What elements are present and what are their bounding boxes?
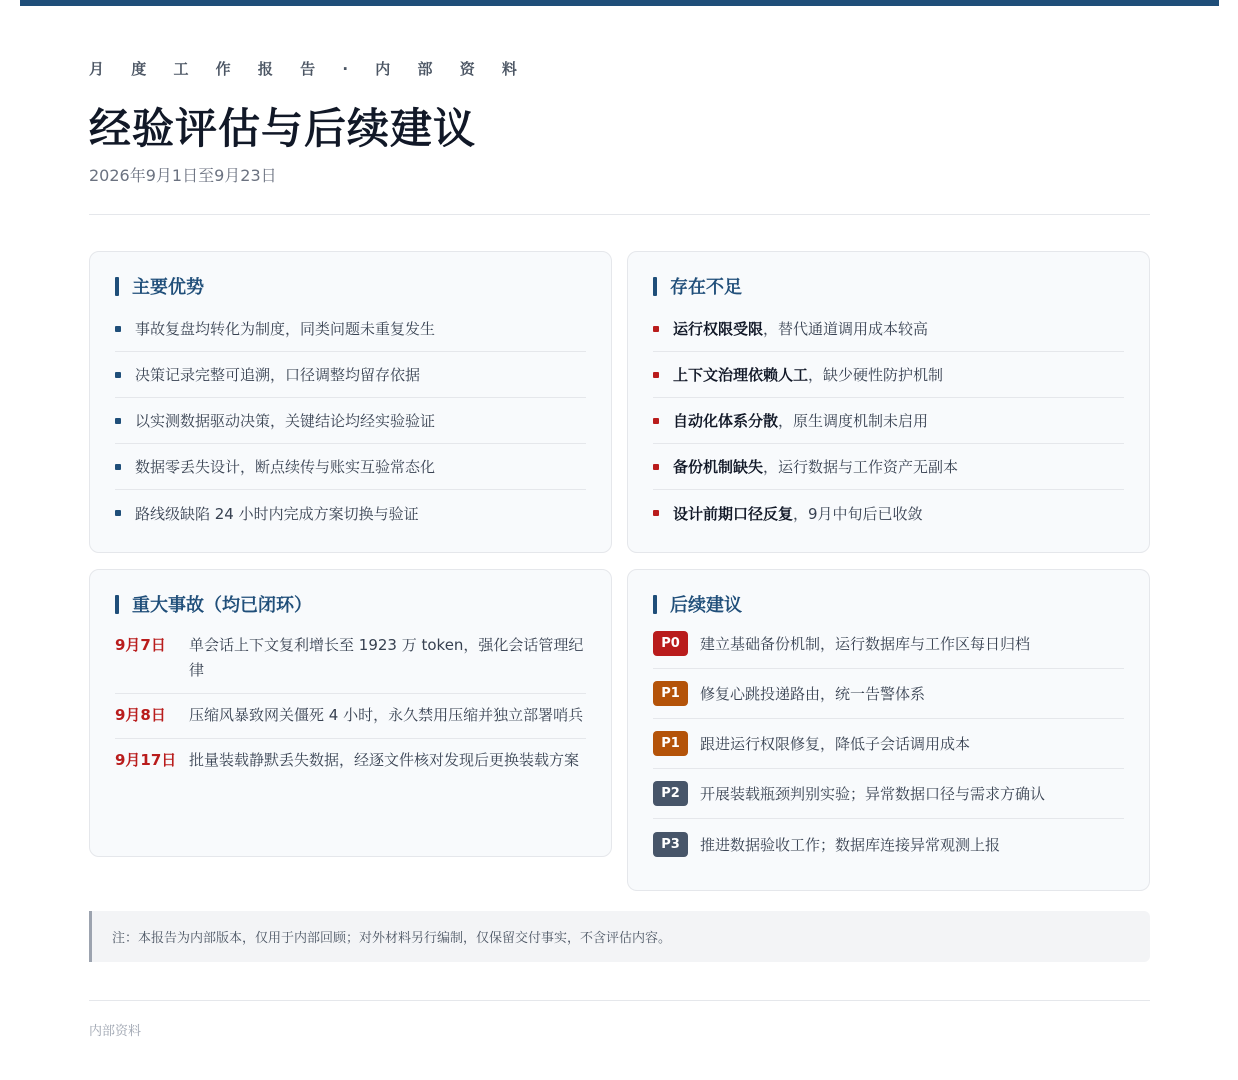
- recommendations-title: 后续建议: [670, 595, 742, 616]
- bullet-icon: [653, 372, 659, 378]
- list-item-text: [673, 503, 923, 524]
- top-accent-bar: [20, 0, 1219, 6]
- footer-divider: [89, 1000, 1150, 1001]
- weaknesses-list: [653, 306, 1124, 536]
- incident-item: [115, 739, 586, 783]
- incidents-header: [115, 592, 586, 616]
- priority-badge: P2: [653, 781, 688, 806]
- list-item-emphasis: 运行权限受限: [673, 320, 764, 338]
- bullet-icon: [115, 326, 121, 332]
- list-item-text: [673, 364, 943, 385]
- recommendation-item: [653, 769, 1124, 819]
- list-item-detail: ，替代通道调用成本较高: [763, 320, 929, 338]
- list-item: [653, 306, 1124, 352]
- recommendation-text: 开展装载瓶颈判别实验；异常数据口径与需求方确认: [700, 785, 1046, 803]
- list-item-detail: ，9月中旬后已收敛: [793, 504, 923, 523]
- footer-label: 内部资料: [89, 1024, 142, 1039]
- list-item: [653, 352, 1124, 398]
- bullet-icon: [653, 510, 659, 516]
- bullet-icon: [115, 372, 121, 378]
- list-item-emphasis: 设计前期口径反复: [673, 504, 794, 523]
- list-item-text: 路线级缺陷 24 小时内完成方案切换与验证: [135, 504, 419, 523]
- recommendation-text: 修复心跳投递路由，统一告警体系: [700, 685, 926, 703]
- list-item-detail: ，原生调度机制未启用: [778, 412, 929, 430]
- incidents-title: 重大事故（均已闭环）: [132, 595, 312, 616]
- list-item: [115, 490, 586, 536]
- priority-badge: P0: [653, 631, 688, 656]
- bullet-icon: [115, 418, 121, 424]
- incident-text: 批量装载静默丢失数据，经逐文件核对发现后更换装载方案: [189, 751, 580, 769]
- list-item-text: 数据零丢失设计，断点续传与账实互验常态化: [135, 458, 436, 476]
- list-item-text: 以实测数据驱动决策，关键结论均经实验验证: [135, 412, 436, 430]
- list-item: [115, 352, 586, 398]
- note-text: 注：本报告为内部版本，仅用于内部回顾；对外材料另行编制，仅保留交付事实，不含评估内容。: [112, 931, 672, 946]
- section-marker: [115, 595, 119, 614]
- list-item: [115, 444, 586, 490]
- strengths-title: 主要优势: [132, 277, 204, 298]
- incident-item: [115, 624, 586, 694]
- list-item: [653, 490, 1124, 536]
- list-item-detail: ，运行数据与工作资产无副本: [763, 458, 959, 476]
- header-divider: [89, 214, 1150, 215]
- priority-badge: P1: [653, 681, 688, 706]
- strengths-header: [115, 274, 586, 298]
- bullet-icon: [653, 464, 659, 470]
- recommendation-item: [653, 619, 1124, 669]
- recommendation-text: 跟进运行权限修复，降低子会话调用成本: [700, 735, 971, 753]
- list-item-text: 事故复盘均转化为制度，同类问题未重复发生: [135, 320, 436, 338]
- section-marker: [653, 277, 657, 296]
- weaknesses-card: [627, 251, 1150, 553]
- list-item: [653, 398, 1124, 444]
- incident-date: 9月17日: [115, 751, 177, 769]
- bullet-icon: [115, 510, 121, 516]
- strengths-list: [115, 306, 586, 536]
- incident-text: 压缩风暴致网关僵死 4 小时，永久禁用压缩并独立部署哨兵: [189, 706, 584, 724]
- incidents-list: [115, 624, 586, 783]
- list-item-emphasis: 备份机制缺失: [673, 458, 764, 476]
- incident-date: 9月8日: [115, 706, 166, 724]
- weaknesses-title: 存在不足: [670, 277, 742, 298]
- recommendation-item: [653, 819, 1124, 869]
- page-title: 经验评估与后续建议: [89, 104, 477, 153]
- report-eyebrow: 月 度 工 作 报 告 · 内 部 资 料: [89, 60, 528, 78]
- list-item-detail: ，缺少硬性防护机制: [808, 366, 944, 384]
- bullet-icon: [653, 326, 659, 332]
- list-item-emphasis: 自动化体系分散: [673, 412, 779, 430]
- list-item: [115, 306, 586, 352]
- recommendation-item: [653, 669, 1124, 719]
- list-item: [653, 444, 1124, 490]
- section-marker: [115, 277, 119, 296]
- recommendations-card: [627, 569, 1150, 891]
- recommendation-item: [653, 719, 1124, 769]
- bullet-icon: [653, 418, 659, 424]
- recommendation-text: 建立基础备份机制，运行数据库与工作区每日归档: [700, 635, 1031, 653]
- report-note: [89, 911, 1150, 962]
- list-item-text: [673, 410, 928, 431]
- incident-text: 单会话上下文复利增长至 1923 万 token，强化会话管理纪律: [189, 636, 584, 679]
- recommendations-header: [653, 592, 1124, 616]
- incidents-card: [89, 569, 612, 857]
- bullet-icon: [115, 464, 121, 470]
- priority-badge: P1: [653, 731, 688, 756]
- recommendation-text: 推进数据验收工作；数据库连接异常观测上报: [700, 835, 1001, 854]
- list-item-text: [673, 318, 928, 339]
- report-date-range: 2026年9月1日至9月23日: [89, 166, 277, 185]
- strengths-card: [89, 251, 612, 553]
- list-item: [115, 398, 586, 444]
- list-item-text: [673, 456, 958, 477]
- incident-date: 9月7日: [115, 636, 166, 654]
- list-item-emphasis: 上下文治理依赖人工: [673, 366, 809, 384]
- weaknesses-header: [653, 274, 1124, 298]
- recommendations-list: [653, 619, 1124, 869]
- section-marker: [653, 595, 657, 614]
- incident-item: [115, 694, 586, 739]
- priority-badge: P3: [653, 832, 688, 857]
- list-item-text: 决策记录完整可追溯，口径调整均留存依据: [135, 366, 421, 384]
